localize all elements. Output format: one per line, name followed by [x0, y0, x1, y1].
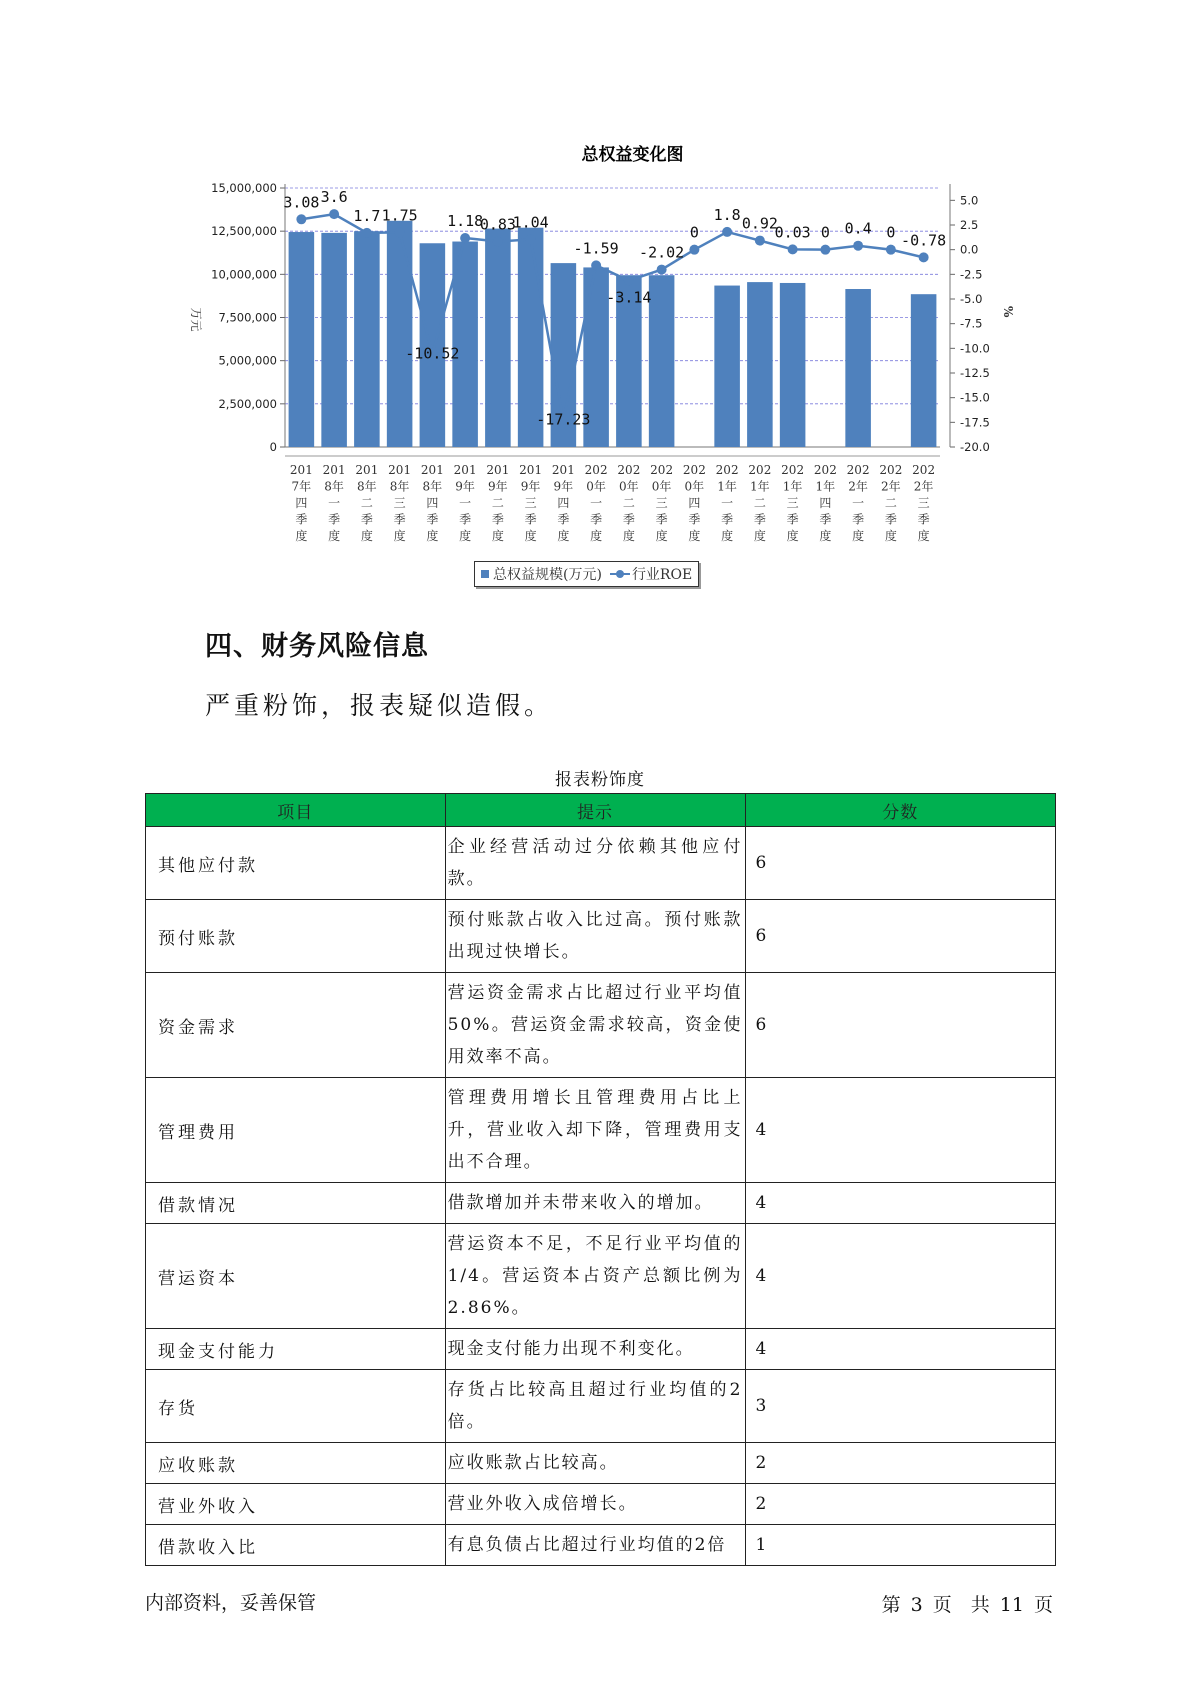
- table-header-row: [146, 794, 1056, 827]
- x-tick-label: 202: [715, 463, 739, 477]
- y-left-axis-title: 万元: [189, 307, 203, 332]
- roe-data-label: 0.83: [479, 215, 516, 234]
- row-item: 其他应付款: [146, 827, 446, 900]
- x-tick-label: 202: [748, 463, 772, 477]
- table-row: [146, 1525, 1056, 1566]
- left-tick-label: 12,500,000: [211, 224, 277, 239]
- x-tick-label: 季: [819, 512, 832, 527]
- row-score: 3: [745, 1370, 1056, 1443]
- x-tick-label: 2年: [913, 479, 934, 494]
- bar: [747, 282, 773, 447]
- x-tick-label: 四: [557, 496, 570, 510]
- roe-data-label: 0.92: [741, 214, 778, 233]
- x-tick-label: 201: [453, 463, 477, 477]
- roe-point: [853, 241, 863, 251]
- right-tick-label: -2.5: [960, 267, 983, 282]
- chart-canvas: [0, 0, 1191, 560]
- roe-data-label: 0: [689, 223, 699, 242]
- table-row: [146, 1078, 1056, 1183]
- row-hint: 营运资金需求占比超过行业平均值50%。营运资金需求较高，资金使用效率不高。: [445, 973, 745, 1078]
- row-item: 营业外收入: [146, 1484, 446, 1525]
- x-tick-label: 度: [884, 529, 897, 543]
- x-tick-label: 1年: [815, 479, 836, 494]
- row-item: 营运资本: [146, 1224, 446, 1329]
- roe-point: [395, 227, 405, 237]
- x-tick-label: 季: [786, 512, 799, 527]
- roe-point: [362, 228, 372, 238]
- roe-data-label: -1.59: [573, 239, 619, 258]
- row-score: 4: [745, 1078, 1056, 1183]
- x-tick-label: 202: [846, 463, 870, 477]
- right-tick-label: -17.5: [960, 415, 990, 430]
- bar: [387, 221, 413, 447]
- x-tick-label: 季: [622, 512, 635, 527]
- roe-data-label: -2.02: [639, 243, 685, 262]
- row-item: 预付账款: [146, 900, 446, 973]
- x-tick-label: 0年: [651, 479, 672, 494]
- row-hint: 应收账款占比较高。: [445, 1443, 745, 1484]
- table-row: [146, 1329, 1056, 1370]
- x-tick-label: 度: [491, 529, 504, 543]
- x-tick-label: 一: [459, 496, 472, 510]
- bar: [289, 232, 315, 447]
- x-tick-label: 8年: [324, 479, 344, 494]
- right-tick-label: 5.0: [960, 193, 979, 208]
- row-hint: 借款增加并未带来收入的增加。: [445, 1183, 745, 1224]
- right-tick-label: -15.0: [960, 390, 990, 405]
- x-tick-label: 201: [322, 463, 346, 477]
- row-score: 2: [745, 1484, 1056, 1525]
- x-tick-label: 0年: [586, 479, 606, 494]
- x-tick-label: 202: [879, 463, 903, 477]
- risk-table: [145, 793, 1056, 1566]
- roe-point: [296, 214, 306, 224]
- x-tick-label: 二: [491, 496, 504, 510]
- row-item: 现金支付能力: [146, 1329, 446, 1370]
- x-tick-label: 季: [655, 512, 668, 527]
- x-tick-label: 7年: [291, 479, 312, 494]
- bar: [714, 286, 740, 447]
- chart-legend: [474, 561, 699, 587]
- row-hint: 存货占比较高且超过行业均值的2倍。: [445, 1370, 745, 1443]
- left-tick-label: 2,500,000: [218, 396, 277, 411]
- left-tick-label: 15,000,000: [211, 181, 277, 195]
- x-tick-label: 9年: [520, 479, 541, 494]
- row-hint: 现金支付能力出现不利变化。: [445, 1329, 745, 1370]
- roe-data-label: 0: [886, 223, 896, 242]
- row-score: 4: [745, 1329, 1056, 1370]
- bar: [649, 275, 675, 447]
- x-tick-label: 季: [295, 512, 308, 527]
- roe-data-label: -10.52: [405, 344, 460, 363]
- x-tick-label: 201: [289, 463, 313, 477]
- x-tick-label: 四: [819, 496, 832, 510]
- roe-point: [329, 209, 339, 219]
- x-tick-label: 8年: [389, 479, 410, 494]
- x-tick-label: 1年: [717, 479, 737, 494]
- legend-bar-swatch: [481, 570, 489, 578]
- roe-data-label: -3.14: [606, 288, 652, 307]
- x-tick-label: 度: [557, 529, 570, 543]
- roe-point: [657, 265, 667, 275]
- x-tick-label: 8年: [422, 479, 443, 494]
- left-tick-label: 10,000,000: [211, 267, 277, 282]
- section-summary: 严重粉饰，报表疑似造假。: [205, 691, 554, 720]
- x-tick-label: 季: [491, 512, 504, 527]
- x-tick-label: 度: [655, 529, 668, 543]
- x-tick-label: 季: [753, 512, 766, 527]
- x-tick-label: 9年: [553, 479, 574, 494]
- x-tick-label: 季: [721, 512, 734, 527]
- right-tick-label: 0.0: [960, 242, 979, 257]
- row-item: 借款情况: [146, 1183, 446, 1224]
- left-tick-label: 0: [269, 440, 277, 454]
- row-hint: 营业外收入成倍增长。: [445, 1484, 745, 1525]
- legend-line-label: 行业ROE: [631, 567, 693, 583]
- x-tick-label: 一: [852, 496, 865, 510]
- x-tick-label: 季: [459, 512, 472, 527]
- x-tick-label: 季: [360, 512, 373, 527]
- x-tick-label: 度: [753, 529, 766, 543]
- roe-data-label: 0: [820, 223, 830, 242]
- x-tick-label: 季: [917, 512, 930, 527]
- x-tick-label: 度: [622, 529, 635, 543]
- right-tick-label: 2.5: [960, 218, 979, 232]
- equity-chart: [0, 0, 1191, 600]
- x-tick-label: 202: [912, 463, 936, 477]
- header-item: 项目: [146, 794, 446, 827]
- row-item: 存货: [146, 1370, 446, 1443]
- roe-point: [886, 245, 896, 255]
- x-tick-label: 202: [781, 463, 805, 477]
- table-row: [146, 900, 1056, 973]
- row-item: 资金需求: [146, 973, 446, 1078]
- bar: [354, 231, 380, 447]
- x-tick-label: 二: [622, 496, 635, 510]
- x-tick-label: 度: [426, 529, 439, 543]
- x-tick-label: 四: [426, 496, 439, 510]
- roe-point: [591, 260, 601, 270]
- left-tick-label: 5,000,000: [218, 353, 277, 368]
- header-score: 分数: [745, 794, 1056, 827]
- roe-point: [788, 244, 798, 254]
- x-tick-label: 季: [426, 512, 439, 527]
- right-tick-label: -12.5: [960, 366, 990, 380]
- x-tick-label: 度: [688, 529, 701, 543]
- roe-data-label: 1.7: [353, 206, 381, 225]
- x-tick-label: 四: [295, 496, 308, 510]
- table-row: [146, 973, 1056, 1078]
- x-tick-label: 1年: [782, 479, 803, 494]
- roe-point: [820, 245, 830, 255]
- x-tick-label: 季: [688, 512, 701, 527]
- x-tick-label: 二: [753, 496, 766, 510]
- bar: [780, 283, 806, 447]
- roe-data-label: 1.04: [512, 213, 549, 232]
- x-tick-label: 三: [524, 496, 537, 510]
- x-tick-label: 201: [388, 463, 412, 477]
- roe-data-label: -17.23: [536, 410, 591, 429]
- x-tick-label: 202: [682, 463, 706, 477]
- footer-note: 内部资料，妥善保管: [145, 1592, 317, 1614]
- left-tick-label: 7,500,000: [218, 310, 277, 325]
- x-tick-label: 度: [459, 529, 472, 543]
- x-tick-label: 201: [519, 463, 543, 477]
- x-tick-label: 一: [328, 496, 341, 510]
- x-tick-label: 8年: [357, 479, 377, 494]
- row-item: 借款收入比: [146, 1525, 446, 1566]
- x-tick-label: 9年: [455, 479, 475, 494]
- roe-point: [919, 252, 929, 262]
- x-tick-label: 2年: [881, 479, 901, 494]
- roe-data-label: 1.75: [381, 206, 418, 225]
- bar: [321, 233, 347, 447]
- x-tick-label: 季: [524, 512, 537, 527]
- x-tick-label: 度: [393, 529, 406, 543]
- row-score: 4: [745, 1224, 1056, 1329]
- row-score: 6: [745, 973, 1056, 1078]
- x-tick-label: 季: [393, 512, 406, 527]
- bar: [485, 229, 511, 447]
- x-tick-label: 四: [688, 496, 701, 510]
- table-row: [146, 1370, 1056, 1443]
- row-score: 4: [745, 1183, 1056, 1224]
- right-tick-label: -20.0: [960, 440, 990, 454]
- table-row: [146, 1224, 1056, 1329]
- x-tick-label: 201: [420, 463, 444, 477]
- x-tick-label: 一: [721, 496, 734, 510]
- y-right-axis-title: %: [1001, 305, 1015, 318]
- roe-point: [460, 233, 470, 243]
- x-tick-label: 202: [584, 463, 608, 477]
- legend-bar-label: 总权益规模(万元): [493, 567, 602, 583]
- roe-data-label: 0.4: [844, 219, 872, 238]
- chart-title: 总权益变化图: [581, 145, 684, 165]
- x-tick-label: 1年: [750, 479, 770, 494]
- x-tick-label: 季: [328, 512, 341, 527]
- x-tick-label: 202: [617, 463, 641, 477]
- row-score: 2: [745, 1443, 1056, 1484]
- roe-data-label: 0.03: [774, 223, 811, 242]
- table-caption: 报表粉饰度: [555, 770, 645, 790]
- x-tick-label: 0年: [684, 479, 705, 494]
- x-tick-label: 度: [786, 529, 799, 543]
- row-hint: 有息负债占比超过行业均值的2倍: [445, 1525, 745, 1566]
- roe-data-label: 3.6: [320, 188, 348, 207]
- row-hint: 营运资本不足，不足行业平均值的1/4。营运资本占资产总额比例为2.86%。: [445, 1224, 745, 1329]
- x-tick-label: 2年: [848, 479, 868, 494]
- row-hint: 管理费用增长且管理费用占比上升，营业收入却下降，管理费用支出不合理。: [445, 1078, 745, 1183]
- roe-point: [493, 236, 503, 246]
- legend-line-swatch: [610, 568, 630, 580]
- bar: [845, 289, 871, 447]
- row-score: 6: [745, 827, 1056, 900]
- x-tick-label: 季: [557, 512, 570, 527]
- roe-data-label: 3.08: [283, 193, 320, 212]
- x-tick-label: 202: [650, 463, 674, 477]
- x-tick-label: 季: [852, 512, 865, 527]
- x-tick-label: 三: [655, 496, 668, 510]
- roe-point: [624, 276, 634, 286]
- row-item: 管理费用: [146, 1078, 446, 1183]
- roe-point: [526, 234, 536, 244]
- x-tick-label: 三: [393, 496, 406, 510]
- x-tick-label: 度: [721, 529, 734, 543]
- header-hint: 提示: [445, 794, 745, 827]
- x-tick-label: 0年: [619, 479, 639, 494]
- table-row: [146, 1183, 1056, 1224]
- x-tick-label: 二: [884, 496, 897, 510]
- footer-page-number: 第 3 页 共 11 页: [881, 1594, 1053, 1616]
- roe-point: [755, 236, 765, 246]
- table-row: [146, 1443, 1056, 1484]
- x-tick-label: 度: [360, 529, 373, 543]
- x-tick-label: 201: [551, 463, 575, 477]
- right-tick-label: -7.5: [960, 316, 983, 331]
- roe-data-label: 1.8: [713, 205, 741, 224]
- x-tick-label: 9年: [488, 479, 508, 494]
- x-tick-label: 度: [328, 529, 341, 543]
- table-row: [146, 1484, 1056, 1525]
- row-score: 6: [745, 900, 1056, 973]
- x-tick-label: 201: [486, 463, 510, 477]
- x-tick-label: 度: [590, 529, 603, 543]
- row-score: 1: [745, 1525, 1056, 1566]
- x-tick-label: 三: [786, 496, 799, 510]
- roe-point: [722, 227, 732, 237]
- right-tick-label: -5.0: [960, 292, 983, 306]
- x-tick-label: 三: [917, 496, 930, 510]
- section-heading: 四、财务风险信息: [205, 631, 429, 662]
- x-tick-label: 季: [884, 512, 897, 527]
- roe-data-label: 1.18: [447, 212, 484, 231]
- x-tick-label: 度: [917, 529, 930, 543]
- right-tick-label: -10.0: [960, 341, 990, 356]
- bar: [911, 294, 937, 447]
- x-tick-label: 度: [819, 529, 832, 543]
- roe-point: [689, 245, 699, 255]
- row-item: 应收账款: [146, 1443, 446, 1484]
- table-row: [146, 827, 1056, 900]
- x-tick-label: 度: [524, 529, 537, 543]
- x-tick-label: 202: [813, 463, 837, 477]
- x-tick-label: 201: [355, 463, 379, 477]
- roe-data-label: -0.78: [901, 231, 947, 250]
- x-tick-label: 一: [590, 496, 603, 510]
- x-tick-label: 度: [852, 529, 865, 543]
- x-tick-label: 二: [360, 496, 373, 510]
- x-tick-label: 度: [295, 529, 308, 543]
- row-hint: 企业经营活动过分依赖其他应付款。: [445, 827, 745, 900]
- x-tick-label: 季: [590, 512, 603, 527]
- row-hint: 预付账款占收入比过高。预付账款出现过快增长。: [445, 900, 745, 973]
